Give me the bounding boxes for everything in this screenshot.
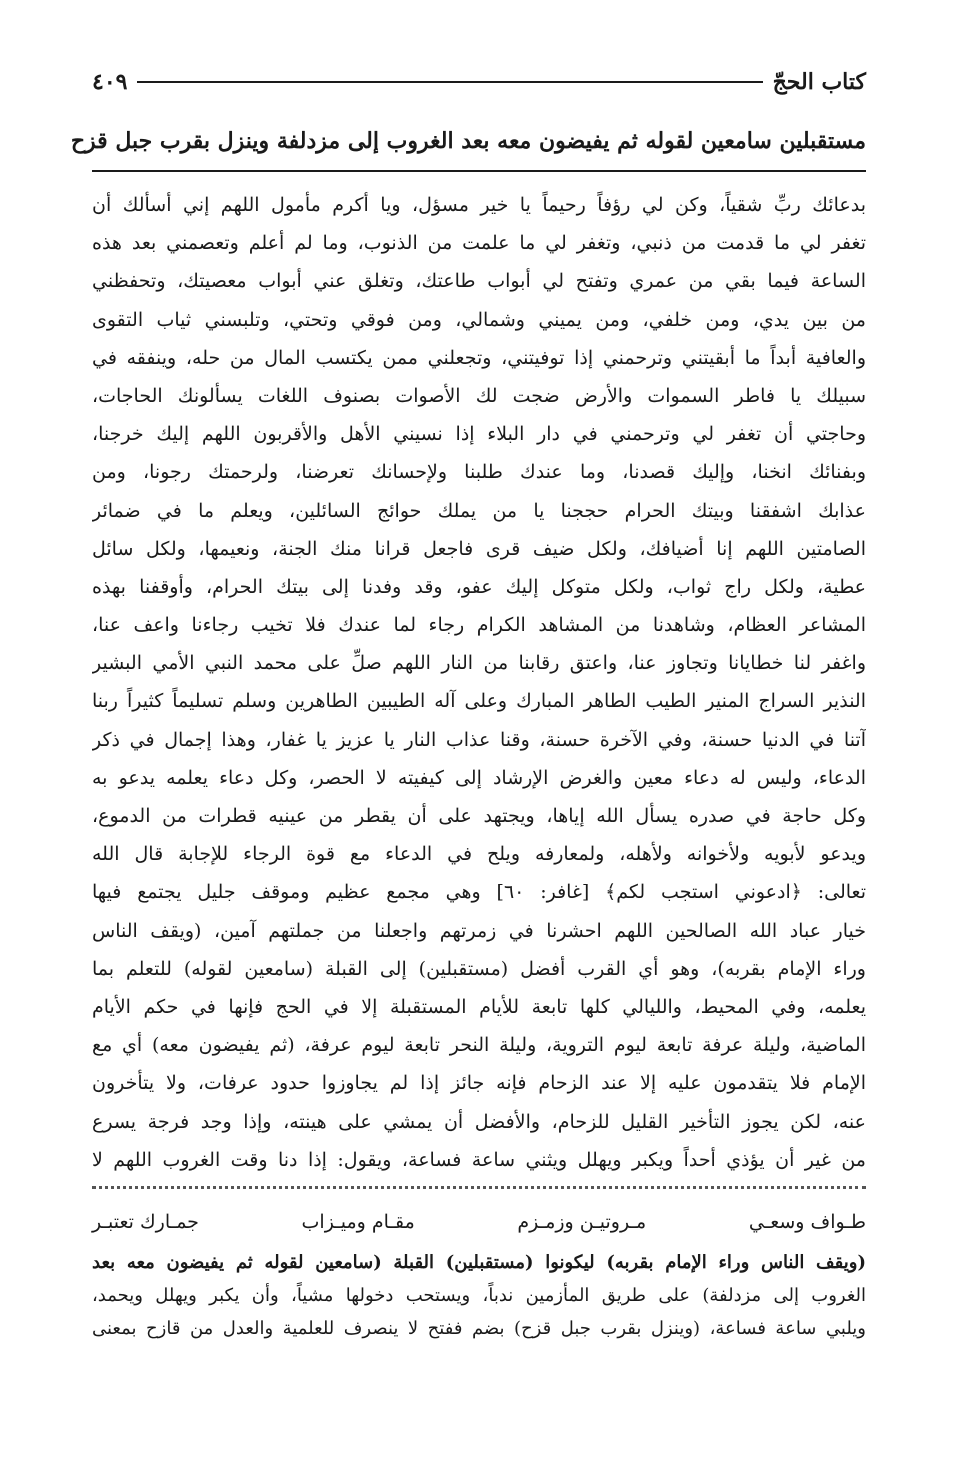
body-line: الدعاء، وليس له دعاء معين والغرض الإرشاد إلى كيفيته لا الحصر، وكل دعاء يعلمه يدعو به — [92, 766, 866, 789]
body-line: تعالى: ﴿ادعوني استجب لكم﴾ [غافر: ٦٠] وهي مجمع عظيم وموقف جليل يجتمع فيها — [92, 881, 866, 904]
body-line: والعافية أبداً ما أبقيتني وترحمني إذا توفيتني، وتجعلني ممن يكتسب المال من حله، وينفقه في — [92, 346, 866, 369]
body-line: بدعائك ربِّ شقياً، وكن لي رؤفاً رحيماً يا خير مسؤل، ويا أكرم مأمول اللهم إني أسألك أن — [92, 194, 866, 216]
body-line: تغفر لي ما قدمت من ذنبي، وتغفر لي ما علمت من الذنوب، وما لم أعلم وتعصمني بعد هذه — [92, 232, 866, 255]
body-line: من غير أن يؤذي أحداً ويكبر ويهلل ويثني ساعة فساعة، ويقول: إذا دنا وقت الغروب اللهم لا — [92, 1148, 866, 1171]
body-line: يعلمه، وفي المحيط، والليالي كلها تابعة للأيام المستقبلة إلا في الحج فإنها في حكم الأيام — [92, 995, 866, 1018]
body-line: الماضية، وليلة عرفة تابعة ليوم التروية، وليلة النحر تابعة ليوم عرفة، (ثم يفيضون معه) أي مع — [92, 1034, 866, 1057]
body-line: من بين يدي، ومن خلفي، ومن يميني وشمالي، ومن فوقي وتحتي، وتلبسني ثياب التقوى — [92, 308, 866, 331]
verse-segment: مقـام وميـزاب — [301, 1211, 415, 1233]
page-number: ٤٠٩ — [92, 69, 128, 95]
footnote-line: (ويقف الناس وراء الإمام بقربه) ليكونوا (مستقبلين) القبلة (سامعين لقوله ثم يفيضون معه بعد — [92, 1252, 866, 1273]
body-line: وحاجتي أن تغفر لي وترحمني في دار البلاء إذا نسيني الأهل والأقربون اللهم إليك خرجنا، — [92, 423, 866, 446]
body-line: عطية، ولكل راج ثواب، ولكل متوكل إليك عفو، وقد وفدنا إلى بيتك الحرام، وأوقفنا بهذه — [92, 575, 866, 598]
verse-segment: مـروتيـن وزمـزم — [517, 1211, 647, 1233]
body-line: خيار عباد الله الصالحين اللهم احشرنا في زمرتهم واجعلنا من جملتهم آمين، (ويقف الناس — [92, 919, 866, 942]
body-line: وراء الإمام بقربه)، وهو أي القرب أفضل (مستقبلين) إلى القبلة (سامعين لقوله) للتعلم بما — [92, 957, 866, 980]
body-line: الإمام فلا يتقدمون عليه إلا عند الزحام فإنه جائز إذا لم يجاوزوا حدود عرفات، ولا يتأخرون — [92, 1072, 866, 1095]
book-title: كتاب الحجّ — [772, 69, 866, 95]
body-line: وبفنائك انخنا، وإليك قصدنا، وما عندك طلبنا ولإحسانك تعرضنا، ولرحمتك رجونا، ومن — [92, 461, 866, 484]
body-line: عذابك اشفقنا وبيتك الحرام حججنا يا من يملك حوائج السائلين، ويعلم ما في ضمائر — [92, 499, 866, 522]
body-line: الساعة فيما بقي من عمري وتفتح لي أبواب طاعتك، وتغلق عني أبواب معصيتك، وتحفظني — [92, 270, 866, 293]
body-line: واغفر لنا خطايانا وتجاوز عنا، واعتق رقابنا من النار اللهم صلِّ على محمد النبي الأمي البشير — [92, 652, 866, 675]
body-line: آتنا في الدنيا حسنة، وفي الآخرة حسنة، وقنا عذاب النار يا عزيز يا غفار، وهذا إجمال في ذكر — [92, 728, 866, 751]
body-line: الصامتين اللهم إنا أضيافك، ولكل ضيف قرى فاجعل قرانا منك الجنة، ونعيمها، ولكل سائل — [92, 537, 866, 560]
body-line: المشاعر العظام، وشاهدنا من المشاهد الكرام رجاء لما عندك فلا تخيب رجاءنا واعف عنا، — [92, 614, 866, 637]
matn-text: مستقبلين سامعين لقوله ثم يفيضون معه بعد الغروب إلى مزدلفة وينزل بقرب جبل قزح — [70, 128, 866, 154]
header-rule — [137, 81, 762, 83]
verse-segment: جمـارك تعتبـر — [92, 1211, 199, 1233]
body-line: سبيلك يا فاطر السموات والأرض ضجت لك الأصوات بصنوف اللغات يسألونك الحاجات، — [92, 384, 866, 407]
body-line: وكل حاجة في صدره يسأل الله إياها، ويجتهد على أن يقطر من عينيه قطرات من الدموع، — [92, 805, 866, 827]
running-header — [92, 62, 866, 102]
body-line: النذير السراج المنير الطيب الطاهر المبارك وعلى آله الطيبين الطاهرين وسلم تسليماً كثيراً ربنا — [92, 690, 866, 713]
matn-divider — [92, 170, 866, 172]
footnote-line: الغروب إلى مزدلفة) على طريق المأزمين ندباً، ويستحب دخولها مشياً، وأن يكبر ويهلل ويحمد، — [92, 1285, 866, 1306]
mnemonic-verse — [92, 1204, 866, 1240]
verse-segment: طـواف وسعـي — [748, 1211, 866, 1233]
footnote-section — [92, 1246, 866, 1345]
footnote-line: ويلبي ساعة فساعة، (وينزل بقرب جبل قزح) بضم ففتح لا ينصرف للعلمية والعدل من قازح بمعنى — [92, 1318, 866, 1339]
commentary-body — [92, 186, 866, 1179]
dotted-separator — [92, 1186, 866, 1197]
body-line: ويدعو لأبويه ولأخوانه ولأهله، ولمعارفه ويلح في الدعاء مع قوة الرجاء للإجابة قال الله — [92, 843, 866, 866]
body-line: عنه، لكن يجوز التأخير القليل للزحام، والأفضل أن يمشي على هينته، وإذا وجد فرجة يسرع — [92, 1110, 866, 1133]
